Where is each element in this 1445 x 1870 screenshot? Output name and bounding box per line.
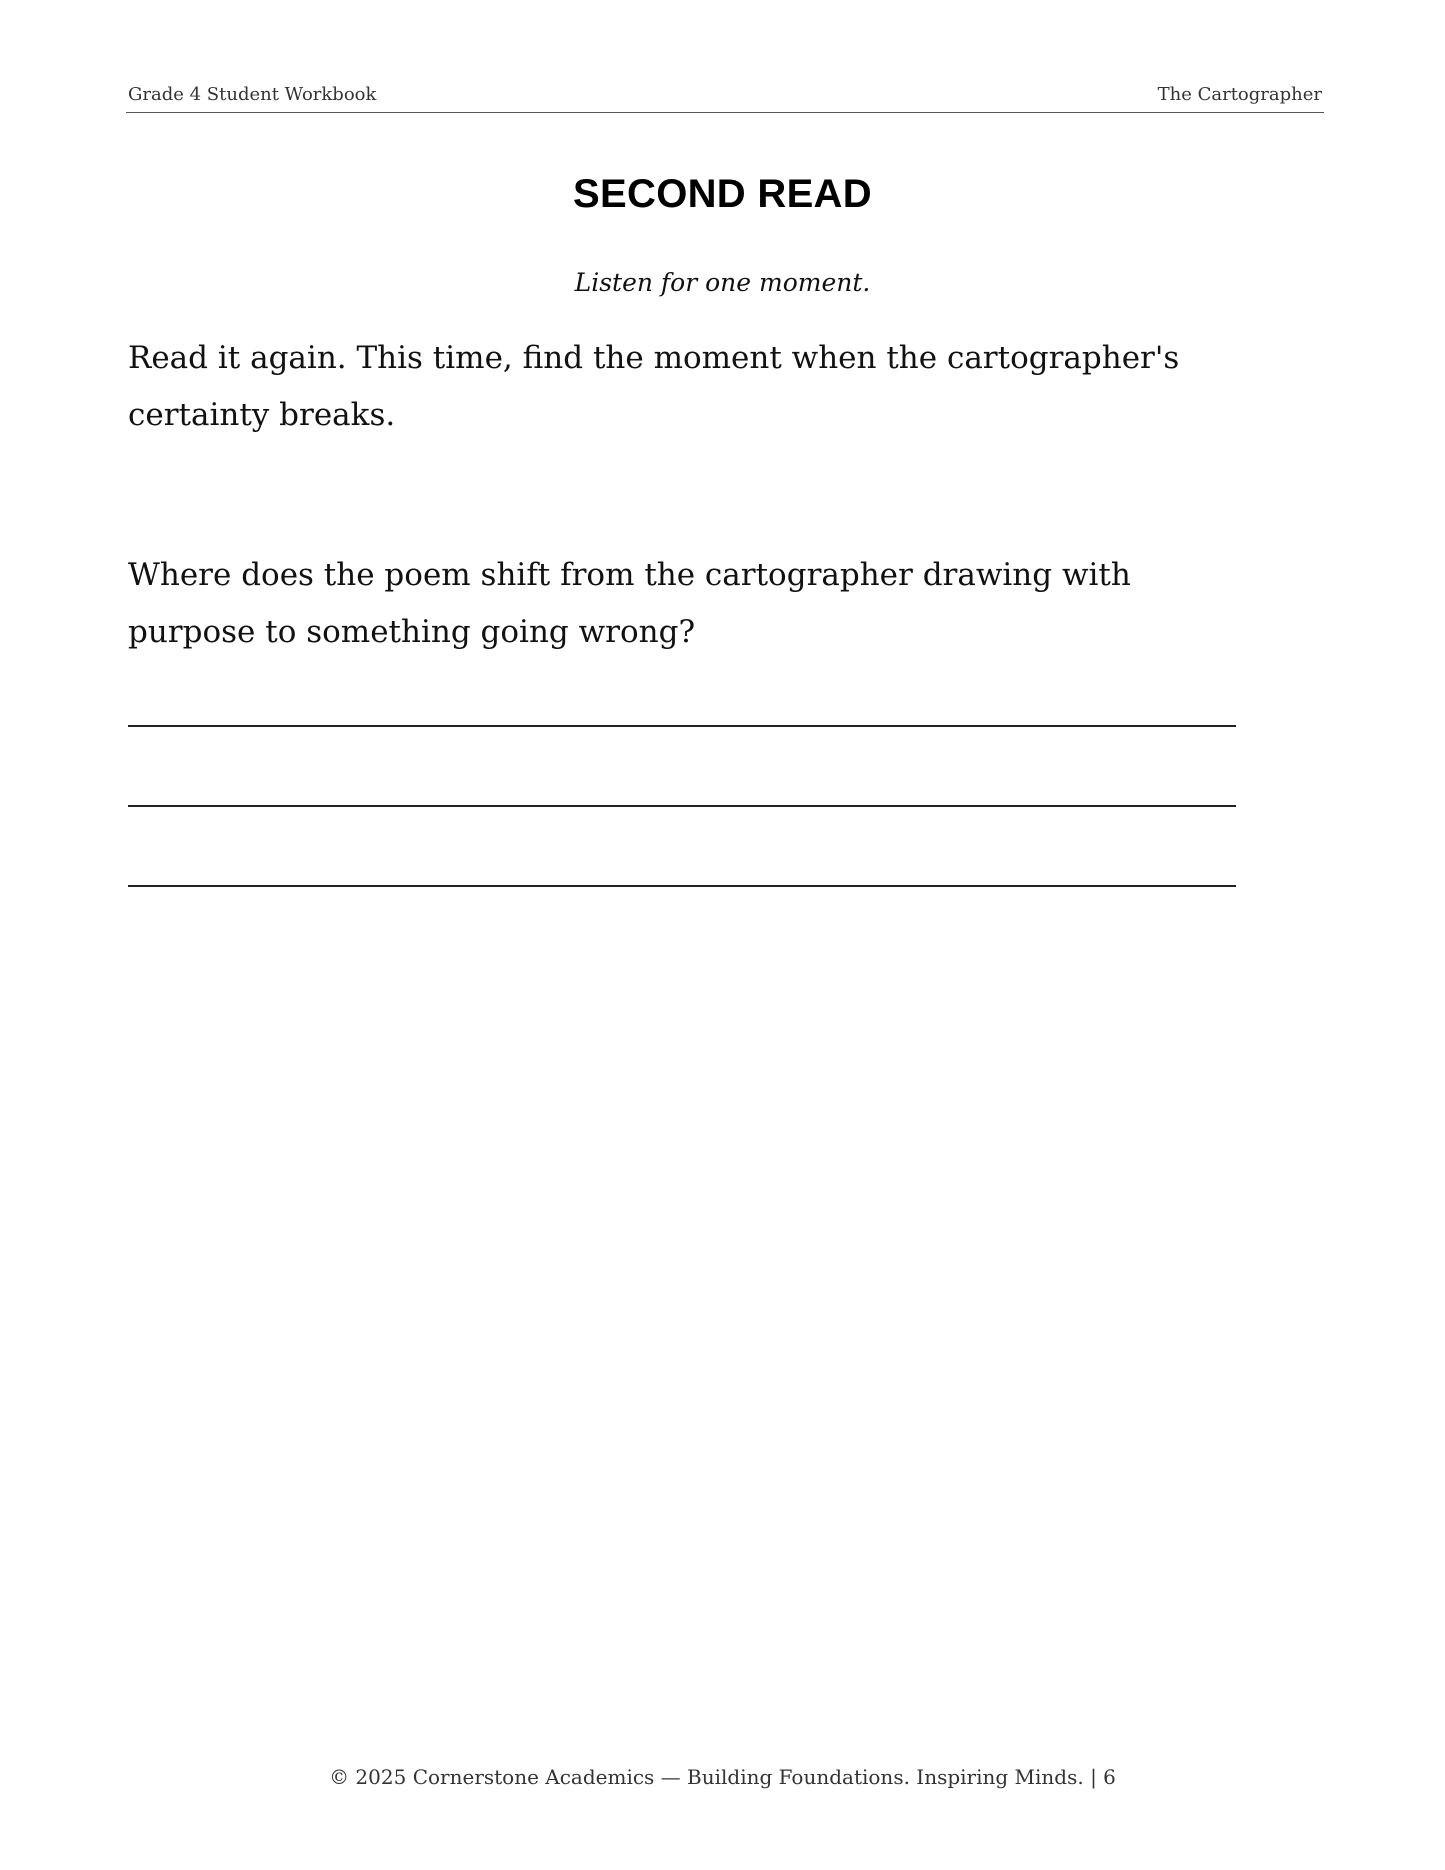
answer-line[interactable] xyxy=(128,885,1236,887)
section-subtitle: Listen for one moment. xyxy=(574,268,871,297)
section-title: SECOND READ xyxy=(573,172,872,216)
question-prompt: Where does the poem shift from the cartographer drawing with purpose to something going wrong? xyxy=(128,557,1131,650)
answer-line[interactable] xyxy=(128,805,1236,807)
page-footer: © 2025 Cornerstone Academics — Building Foundations. Inspiring Minds. | 6 xyxy=(329,1765,1116,1789)
answer-line[interactable] xyxy=(128,725,1236,727)
page-header xyxy=(126,84,1324,113)
reading-instruction: Read it again. This time, find the moment when the cartographer's certainty breaks. xyxy=(128,340,1180,433)
header-workbook-title: Grade 4 Student Workbook xyxy=(128,84,377,105)
header-unit-title: The Cartographer xyxy=(1157,84,1322,105)
